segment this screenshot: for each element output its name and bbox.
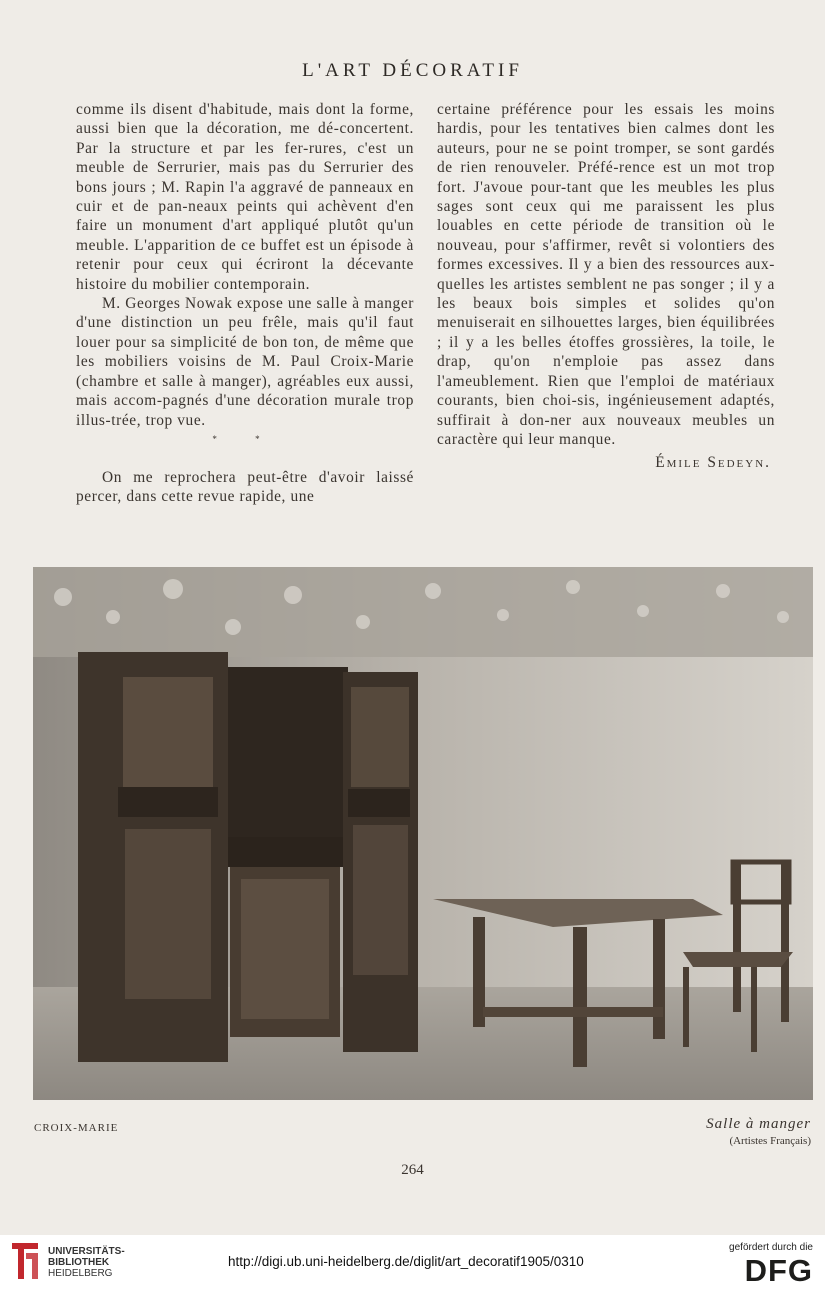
viewer-footer bbox=[0, 1235, 825, 1291]
paragraph: M. Georges Nowak expose une salle à manger d'une distinction un peu frêle, mais qu'il faut louer pour sa simplicité de bon ton, de même que les mobiliers voisins de M. Paul Croix-Marie (chambre et salle à manger), agréables eux aussi, mais accom-pagnés d'une décoration murale trop illus-trée, trop vue. bbox=[76, 295, 414, 429]
figure-caption bbox=[706, 1116, 811, 1147]
author-signature: Émile Sedeyn. bbox=[655, 454, 771, 472]
paragraph: comme ils disent d'habitude, mais dont la forme, aussi bien que la décoration, me dé-concertent. Par la structure et par les fer-rures, c'est un meuble de Serrurier, mais pas du Serrurier des bons jours ; M. Rapin l'a aggravé de panneaux en cuir et de pan-neaux peints qui achèvent d'en faire un monument d'art appliqué plutôt qu'un meuble. L'apparition de ce buffet est un épisode à retenir pour ceux qui écriront la décevante histoire du mobilier contemporain. bbox=[76, 101, 414, 293]
running-title: L'ART DÉCORATIF bbox=[302, 60, 523, 81]
left-column bbox=[76, 100, 414, 507]
photo-plate bbox=[33, 567, 813, 1100]
paragraph: certaine préférence pour les essais les moins hardis, pour les tentatives bien calmes dont les auteurs, pour ne se point tromper, se sont gardés de rien renouveler. Préfé-rence est un mot trop fort. J'avoue pour-tant que les meubles les plus sages sont ceux qui me paraissent les plus louables en cette période de transition où le nouveau, pour s'affirmer, revêt si volontiers des formes excessives. Il y a bien des ressources aux-quelles les artistes semblent ne pas songer ; il y a les beaux bois simples et solides qu'on menuiserait en silhouettes larges, bien équilibrées ; il y a les belles étoffes grossières, la toile, le drap, qu'on n'emploie pas assez dans l'ameublement. Rien que l'emploi de matériaux courants, bien choi-sis, ingénieusement adaptés, suffirait à don-ner aux nouveaux meubles un caractère qui leur manque. bbox=[437, 101, 775, 448]
sponsor-caption: gefördert durch die bbox=[729, 1242, 813, 1253]
figure-caption-title: Salle à manger bbox=[706, 1116, 811, 1132]
permalink-url[interactable]: http://digi.ub.uni-heidelberg.de/diglit/art_decoratif1905/0310 bbox=[228, 1254, 584, 1269]
section-break-stars: * * bbox=[212, 433, 278, 444]
figure-caption-maker: CROIX-MARIE bbox=[34, 1122, 119, 1134]
page-number: 264 bbox=[401, 1162, 424, 1178]
buffet bbox=[78, 652, 418, 1062]
university-library-logo-icon[interactable] bbox=[8, 1239, 42, 1283]
right-column bbox=[437, 100, 775, 473]
university-library-name[interactable]: UNIVERSITÄTS- BIBLIOTHEK HEIDELBERG bbox=[48, 1246, 125, 1279]
dfg-logo[interactable]: DFG bbox=[744, 1253, 813, 1288]
paragraph: On me reprochera peut-être d'avoir laissé percer, dans cette revue rapide, une bbox=[76, 468, 414, 506]
dining-room-photo bbox=[33, 567, 813, 1100]
figure-caption-subtitle: (Artistes Français) bbox=[729, 1135, 811, 1147]
